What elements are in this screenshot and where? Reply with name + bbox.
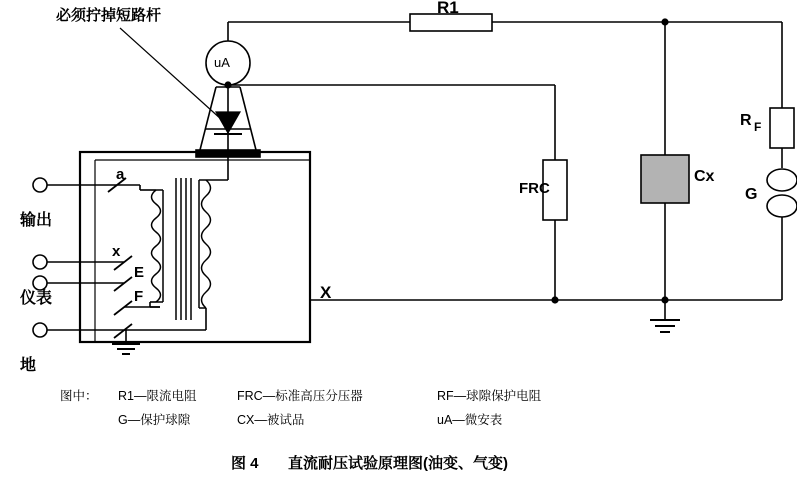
legend-g: G—保护球隙 bbox=[118, 413, 191, 427]
figure-title: 直流耐压试验原理图(油变、气变) bbox=[288, 455, 508, 472]
legend-prefix: 图中： bbox=[60, 389, 98, 403]
junction-top-cx bbox=[661, 18, 668, 25]
hv-winding bbox=[199, 180, 211, 308]
terminal-e-label: E bbox=[134, 264, 145, 281]
r1-label: R1 bbox=[437, 0, 459, 17]
terminal-a bbox=[33, 178, 47, 192]
callout-leader-line bbox=[120, 28, 222, 120]
rf-resistor-body bbox=[770, 108, 794, 148]
legend-rf: RF—球隙保护电阻 bbox=[437, 389, 542, 403]
bushing-left-edge bbox=[200, 87, 216, 150]
switch-ground bbox=[114, 324, 132, 338]
frc-label: FRC bbox=[519, 180, 550, 197]
switch-e bbox=[114, 277, 132, 291]
legend-ua: uA—微安表 bbox=[437, 413, 503, 427]
terminal-x bbox=[33, 255, 47, 269]
output-label: 输出 bbox=[20, 212, 53, 229]
rf-label-sub: F bbox=[754, 120, 762, 134]
lv-winding bbox=[152, 190, 164, 302]
legend-frc: FRC—标准高压分压器 bbox=[237, 389, 363, 403]
meter-label: 仪表 bbox=[20, 290, 53, 307]
terminal-a-label: a bbox=[116, 166, 125, 183]
junction-frc-x bbox=[551, 296, 558, 303]
terminal-f-label: F bbox=[134, 288, 144, 305]
diode-symbol bbox=[216, 112, 240, 133]
terminal-ground bbox=[33, 323, 47, 337]
junction-cx-x bbox=[661, 296, 668, 303]
callout-note: 必须拧掉短路杆 bbox=[56, 7, 162, 24]
junction-ua-frc bbox=[224, 81, 231, 88]
cx-label: Cx bbox=[694, 168, 715, 185]
terminal-x-label: x bbox=[112, 243, 121, 260]
figure-number: 图 4 bbox=[231, 455, 259, 472]
cx-specimen-body bbox=[641, 155, 689, 203]
bushing-right-edge bbox=[240, 87, 256, 150]
rf-label-main: R bbox=[740, 112, 752, 129]
legend-r1: R1—限流电阻 bbox=[118, 389, 197, 403]
ua-label: uA bbox=[214, 55, 230, 70]
g-label: G bbox=[745, 186, 758, 203]
legend-cx: CX—被试品 bbox=[237, 413, 305, 427]
ground-label: 地 bbox=[20, 357, 37, 374]
switch-f bbox=[114, 301, 132, 315]
x-bus-label: X bbox=[320, 283, 332, 302]
sphere-gap-upper bbox=[767, 169, 797, 191]
sphere-gap-lower bbox=[767, 195, 797, 217]
